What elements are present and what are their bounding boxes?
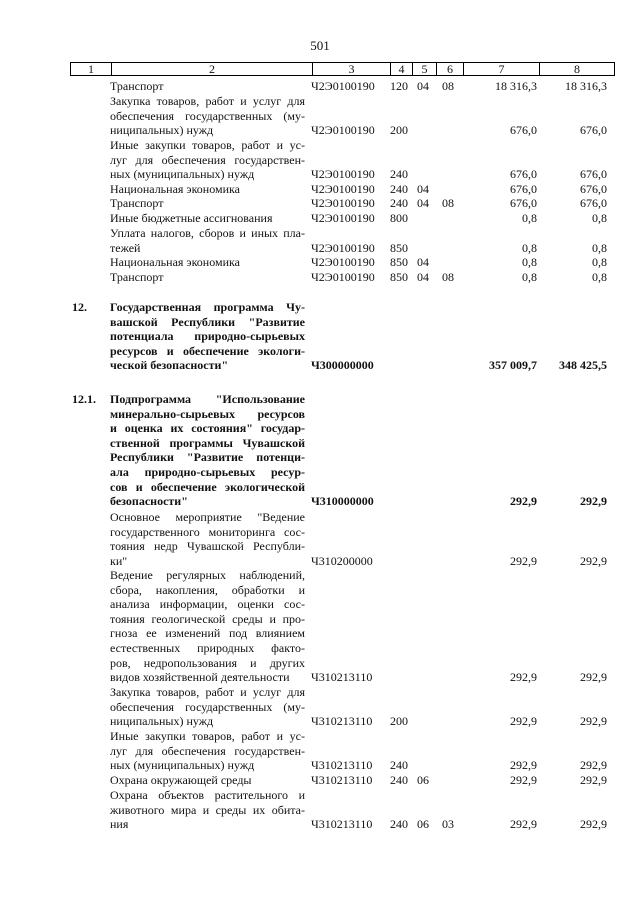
row-amount-col8: 292,9: [580, 494, 607, 509]
row-amount-col8: 292,9: [580, 670, 607, 685]
header-col-2: 2: [111, 63, 312, 75]
description-line: естественных природных факто-: [110, 640, 305, 655]
row-description: [110, 788, 305, 832]
row-amount-col7: 676,0: [510, 182, 537, 196]
description-line: Закупка товаров, работ и услуг для: [110, 685, 305, 699]
row-code: Ч2Э0100190: [311, 123, 375, 138]
description-line: тежей: [110, 240, 141, 255]
row-description: [110, 255, 305, 270]
description-line: Охрана окружающей среды: [110, 773, 252, 787]
description-line: ния: [110, 817, 129, 832]
row-amount-col8: 0,8: [592, 270, 607, 284]
row-amount-col8: 292,9: [580, 817, 607, 832]
row-amount-col8: 292,9: [580, 773, 607, 787]
row-code: Ч2Э0100190: [311, 196, 375, 210]
header-col-6: 6: [436, 63, 463, 75]
row-code: Ч310213110: [311, 670, 373, 685]
row-expense-type: 200: [390, 123, 408, 138]
row-expense-type: 240: [390, 773, 408, 787]
description-line: видов хозяйственной деятельности: [110, 670, 290, 685]
row-amount-col8: 18 316,3: [565, 79, 607, 93]
row-amount-col8: 0,8: [592, 211, 607, 225]
row-code: Ч2Э0100190: [311, 182, 375, 196]
row-description: [110, 211, 305, 226]
row-amount-col7: 292,9: [510, 773, 537, 787]
header-col-1: 1: [88, 62, 94, 76]
row-code: Ч2Э0100190: [311, 255, 375, 269]
row-amount-col7: 0,8: [522, 270, 537, 284]
row-code: Ч310000000: [311, 494, 374, 509]
description-line: Транспорт: [110, 79, 164, 93]
row-description: [110, 568, 305, 685]
row-section: 04: [417, 196, 429, 210]
row-expense-type: 800: [390, 211, 408, 225]
description-line: обеспечения государственных (му-: [110, 108, 305, 123]
row-section: 06: [417, 773, 429, 787]
description-line: ров, недропользования и других: [110, 655, 305, 670]
row-expense-type: 240: [390, 182, 408, 196]
row-amount-col7: 292,9: [510, 817, 537, 832]
row-description: [110, 79, 305, 94]
row-code: Ч310213110: [311, 773, 373, 787]
row-amount-col7: 357 009,7: [489, 358, 537, 373]
row-amount-col7: 292,9: [510, 714, 537, 729]
row-amount-col8: 348 425,5: [559, 358, 607, 373]
header-col-4: 4: [390, 63, 412, 75]
row-expense-type: 850: [390, 270, 408, 284]
row-expense-type: 240: [390, 817, 408, 832]
row-expense-type: 240: [390, 758, 408, 773]
description-line: безопасности": [110, 494, 188, 509]
row-description: [110, 773, 305, 788]
header-col-5: 5: [412, 63, 436, 75]
row-amount-col7: 292,9: [510, 670, 537, 685]
description-line: Уплата налогов, сборов и иных пла-: [110, 226, 305, 240]
row-code: Ч2Э0100190: [311, 240, 375, 255]
description-line: гноза ее изменений под влиянием: [110, 626, 305, 641]
row-amount-col8: 676,0: [580, 196, 607, 210]
row-amount-col8: 292,9: [580, 714, 607, 729]
row-expense-type: 850: [390, 255, 408, 269]
description-line: Республики "Развитие потенци-: [110, 450, 305, 465]
description-line: Транспорт: [110, 270, 164, 284]
row-code: Ч2Э0100190: [311, 79, 375, 93]
row-amount-col7: 0,8: [522, 240, 537, 255]
row-description: [110, 226, 305, 255]
row-number: 12.: [72, 300, 87, 314]
row-description: [110, 94, 305, 138]
row-code: Ч2Э0100190: [311, 167, 375, 182]
row-amount-col7: 0,8: [522, 211, 537, 225]
description-line: ных (муниципальных) нужд: [110, 758, 255, 773]
row-expense-type: 850: [390, 240, 408, 255]
description-line: сбора, накопления, обработки и: [110, 582, 305, 597]
row-subsection: 08: [442, 79, 454, 93]
description-line: потенциала природно-сырьевых: [110, 329, 305, 344]
description-line: Подпрограмма "Использование: [110, 392, 305, 406]
header-col-3: 3: [312, 63, 390, 75]
row-code: Ч2Э0100190: [311, 270, 375, 284]
description-line: Иные закупки товаров, работ и ус-: [110, 138, 305, 152]
row-description: [110, 182, 305, 197]
row-subsection: 08: [442, 270, 454, 284]
description-line: луг для обеспечения государствен-: [110, 743, 305, 758]
row-description: [110, 196, 305, 211]
page-number: 501: [310, 38, 330, 53]
row-subsection: 08: [442, 196, 454, 210]
row-number: 12.1.: [72, 392, 96, 406]
row-code: Ч310213110: [311, 714, 373, 729]
description-line: Национальная экономика: [110, 182, 240, 196]
description-line: ресурсов и обеспечение экологи-: [110, 343, 305, 358]
description-line: луг для обеспечения государствен-: [110, 152, 305, 167]
row-amount-col7: 18 316,3: [495, 79, 537, 93]
row-amount-col7: 292,9: [510, 758, 537, 773]
row-code: Ч310213110: [311, 817, 373, 832]
description-line: ала природно-сырьевых ресур-: [110, 464, 305, 479]
description-line: Закупка товаров, работ и услуг для: [110, 94, 305, 108]
description-line: Основное мероприятие "Ведение: [110, 510, 305, 524]
description-line: ниципальных) нужд: [110, 123, 214, 138]
description-line: Транспорт: [110, 196, 164, 210]
row-amount-col8: 292,9: [580, 553, 607, 568]
row-section: 04: [417, 270, 429, 284]
description-line: тояния недр Чувашской Республи-: [110, 539, 305, 554]
row-amount-col7: 676,0: [510, 196, 537, 210]
row-description: [110, 138, 305, 182]
description-line: вашской Республики "Развитие: [110, 314, 305, 329]
description-line: и оценка их состояния" государ-: [110, 421, 305, 436]
row-amount-col7: 676,0: [510, 167, 537, 182]
description-line: ческой безопасности": [110, 358, 229, 373]
description-line: Иные бюджетные ассигнования: [110, 211, 273, 225]
description-line: Ведение регулярных наблюдений,: [110, 568, 305, 582]
row-amount-col7: 292,9: [510, 494, 537, 509]
row-amount-col7: 292,9: [510, 553, 537, 568]
row-amount-col7: 0,8: [522, 255, 537, 269]
row-amount-col8: 676,0: [580, 123, 607, 138]
row-amount-col8: 0,8: [592, 240, 607, 255]
row-amount-col8: 292,9: [580, 758, 607, 773]
row-code: Ч2Э0100190: [311, 211, 375, 225]
description-line: обеспечения государственных (му-: [110, 699, 305, 714]
row-amount-col8: 0,8: [592, 255, 607, 269]
description-line: минерально-сырьевых ресурсов: [110, 406, 305, 421]
row-section: 04: [417, 79, 429, 93]
row-description: [110, 685, 305, 729]
description-line: тояния геологической среды и про-: [110, 611, 305, 626]
row-expense-type: 200: [390, 714, 408, 729]
row-section: 04: [417, 182, 429, 196]
row-description: [110, 510, 305, 568]
description-line: ных (муниципальных) нужд: [110, 167, 255, 182]
description-line: сов и обеспечение экологической: [110, 479, 305, 494]
description-line: государственного мониторинга сос-: [110, 524, 305, 539]
row-code: Ч310200000: [311, 553, 373, 568]
row-expense-type: 240: [390, 167, 408, 182]
row-amount-col7: 676,0: [510, 123, 537, 138]
description-line: Государственная программа Чу-: [110, 300, 305, 314]
row-expense-type: 120: [390, 79, 408, 93]
row-subsection: 03: [442, 817, 454, 832]
row-section: 06: [417, 817, 429, 832]
row-code: Ч300000000: [311, 358, 374, 373]
row-amount-col8: 676,0: [580, 167, 607, 182]
row-description: [110, 392, 305, 509]
description-line: ки": [110, 553, 128, 568]
description-line: Иные закупки товаров, работ и ус-: [110, 729, 305, 743]
row-expense-type: 240: [390, 196, 408, 210]
description-line: анализа информации, оценки сос-: [110, 597, 305, 612]
header-col-7: 7: [463, 63, 539, 75]
row-amount-col8: 676,0: [580, 182, 607, 196]
description-line: животного мира и среды их обита-: [110, 802, 305, 817]
header-col-8: 8: [539, 63, 614, 75]
description-line: ственной программы Чувашской: [110, 435, 305, 450]
description-line: Охрана объектов растительного и: [110, 788, 305, 802]
description-line: Национальная экономика: [110, 255, 240, 269]
row-section: 04: [417, 255, 429, 269]
description-line: ниципальных) нужд: [110, 714, 214, 729]
row-description: [110, 729, 305, 773]
row-code: Ч310213110: [311, 758, 373, 773]
row-description: [110, 300, 305, 373]
row-description: [110, 270, 305, 285]
